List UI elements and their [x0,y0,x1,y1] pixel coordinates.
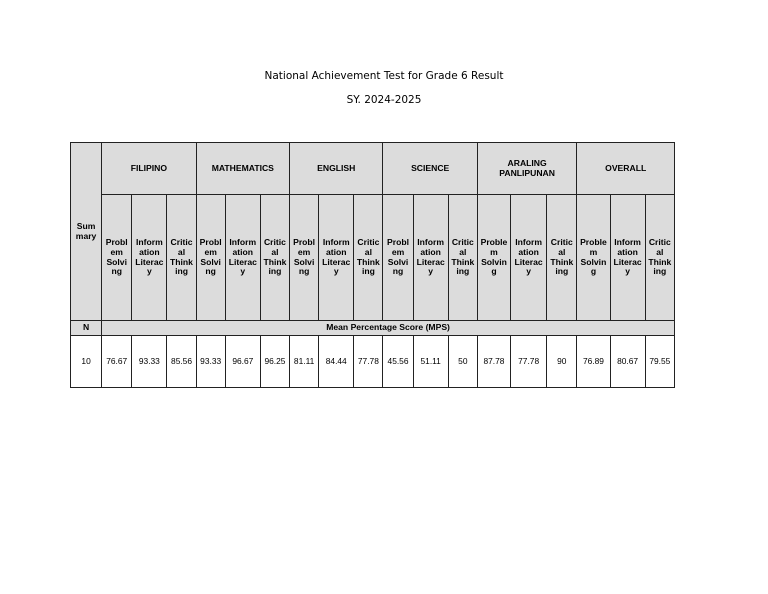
skill-header: Problem Solving [577,195,610,321]
skill-header: Information Literacy [413,195,448,321]
skill-header: Critical Thinking [448,195,477,321]
score-cell: 50 [448,336,477,388]
subject-header-mathematics: MATHEMATICS [196,143,289,195]
score-cell: 90 [547,336,577,388]
subject-header-overall: OVERALL [577,143,675,195]
n-label: N [71,321,102,336]
score-cell: 96.25 [260,336,289,388]
score-cell: 79.55 [645,336,674,388]
score-cell: 93.33 [196,336,225,388]
subject-header-filipino: FILIPINO [102,143,196,195]
score-cell: 77.78 [511,336,547,388]
skill-header: Critical Thinking [167,195,196,321]
nat-results-table [70,142,675,388]
score-cell: 84.44 [319,336,354,388]
score-cell: 87.78 [477,336,510,388]
skill-header: Problem Solving [477,195,510,321]
score-cell: 77.78 [354,336,383,388]
mps-label: Mean Percentage Score (MPS) [102,321,675,336]
skill-header: Information Literacy [511,195,547,321]
score-cell: 93.33 [132,336,167,388]
subject-header-english: ENGLISH [290,143,383,195]
score-cell: 51.11 [413,336,448,388]
score-cell: 45.56 [383,336,413,388]
score-cell: 76.67 [102,336,132,388]
skill-header: Critical Thinking [260,195,289,321]
skill-header: Critical Thinking [645,195,674,321]
skill-header: Information Literacy [319,195,354,321]
n-value: 10 [71,336,102,388]
subject-header-science: SCIENCE [383,143,477,195]
skill-header: Information Literacy [225,195,260,321]
skill-header: Critical Thinking [354,195,383,321]
score-cell: 81.11 [290,336,319,388]
school-year: SY. 2024-2025 [346,94,422,106]
document-title: National Achievement Test for Grade 6 Result [264,70,504,82]
subject-header-araling-panlipunan: ARALING PANLIPUNAN [477,143,576,195]
summary-header: Summary [71,143,102,321]
skill-header: Problem Solving [383,195,413,321]
score-cell: 80.67 [610,336,645,388]
score-cell: 85.56 [167,336,196,388]
skill-header: Problem Solving [196,195,225,321]
score-cell: 76.89 [577,336,610,388]
skill-header: Problem Solving [102,195,132,321]
skill-header: Information Literacy [132,195,167,321]
skill-header: Problem Solving [290,195,319,321]
skill-header: Information Literacy [610,195,645,321]
score-cell: 96.67 [225,336,260,388]
skill-header: Critical Thinking [547,195,577,321]
